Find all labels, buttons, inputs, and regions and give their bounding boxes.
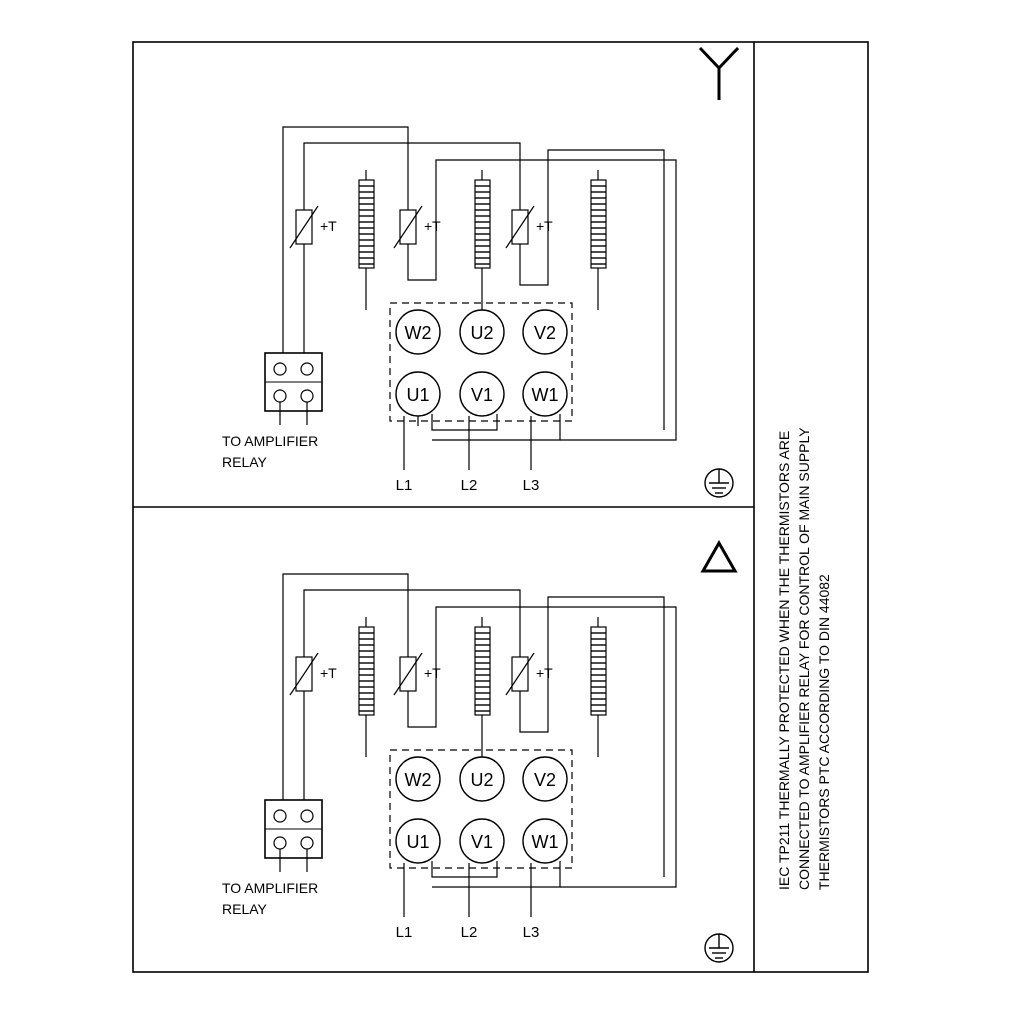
terminal-label: W1 [531, 385, 559, 405]
terminal-label: V2 [533, 323, 557, 343]
terminal-label: U1 [406, 385, 430, 405]
terminal-label: U2 [470, 770, 494, 790]
supply-label-l1: L1 [395, 924, 413, 941]
earth-symbol-icon [705, 469, 733, 497]
terminal-w2 [396, 757, 440, 801]
terminal-w2 [396, 310, 440, 354]
thermistor-label: +T [536, 218, 553, 234]
supply-label-l2: L2 [460, 924, 478, 941]
terminal-w1 [523, 372, 567, 416]
terminal-label: U1 [406, 832, 430, 852]
terminal-label: V1 [470, 832, 494, 852]
terminal-v2 [523, 310, 567, 354]
thermistor-label: +T [424, 218, 441, 234]
thermistor-label: +T [320, 665, 337, 681]
terminal-u2 [460, 310, 504, 354]
terminal-label: W1 [531, 832, 559, 852]
thermistor-label: +T [536, 665, 553, 681]
terminal-w1 [523, 819, 567, 863]
terminal-v1 [460, 819, 504, 863]
note-line-2: CONNECTED TO AMPLIFIER RELAY FOR CONTROL OF MAIN SUPPLY [796, 427, 812, 890]
thermistor-label: +T [320, 218, 337, 234]
terminal-label: U2 [470, 323, 494, 343]
terminal-label: V1 [470, 385, 494, 405]
note-line-1: IEC TP211 THERMALLY PROTECTED WHEN THE THERMISTORS ARE [776, 430, 792, 890]
supply-label-l2: L2 [460, 477, 478, 494]
terminal-label: V2 [533, 770, 557, 790]
terminal-u1 [396, 372, 440, 416]
earth-symbol-icon [705, 934, 733, 962]
terminal-u1 [396, 819, 440, 863]
supply-label-l3: L3 [522, 477, 540, 494]
amplifier-label-line2: RELAY [222, 454, 267, 470]
terminal-v1 [460, 372, 504, 416]
supply-label-l3: L3 [522, 924, 540, 941]
amplifier-label-line1: TO AMPLIFIER [222, 880, 319, 896]
terminal-label: W2 [404, 323, 432, 343]
terminal-v2 [523, 757, 567, 801]
amplifier-label-line2: RELAY [222, 901, 267, 917]
supply-label-l1: L1 [395, 477, 413, 494]
thermistor-label: +T [424, 665, 441, 681]
terminal-u2 [460, 757, 504, 801]
note-line-3: THERMISTORS PTC ACCORDING TO DIN 44082 [816, 574, 832, 890]
amplifier-label-line1: TO AMPLIFIER [222, 433, 319, 449]
terminal-label: W2 [404, 770, 432, 790]
